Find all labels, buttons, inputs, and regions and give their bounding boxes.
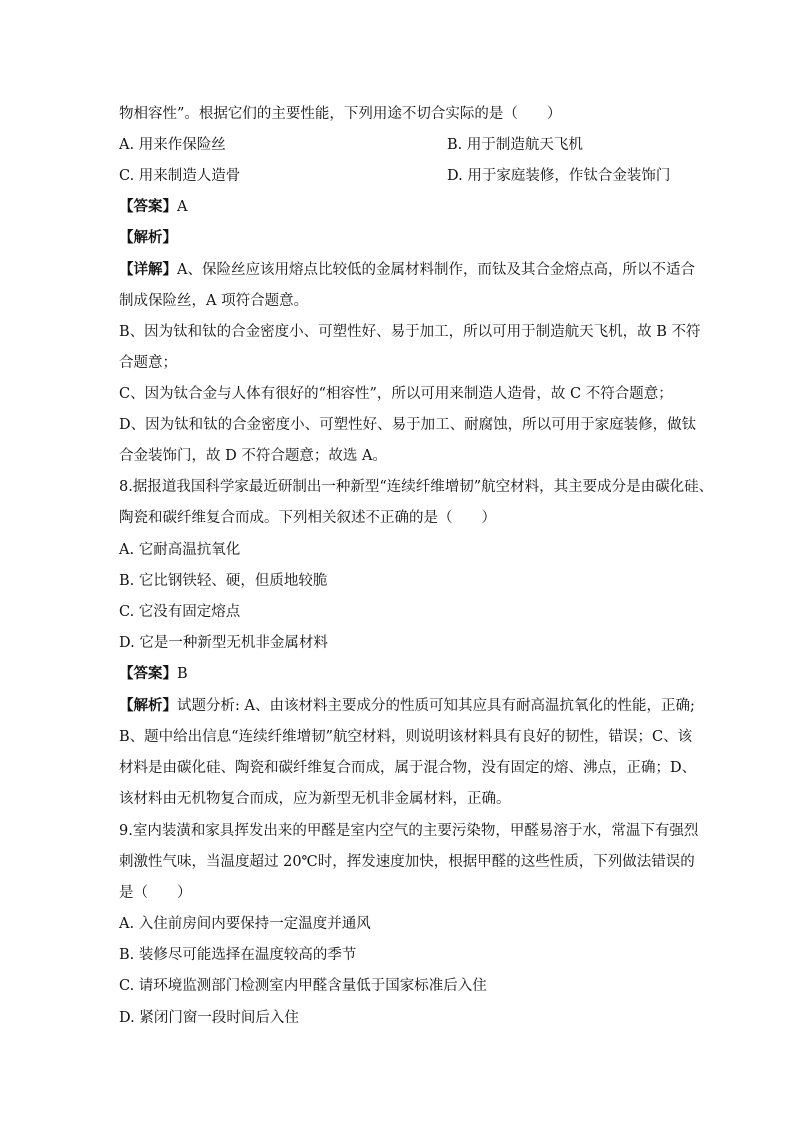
answer-value: A [177, 199, 188, 215]
q7-explanation-line: D、因为钛和钛的合金密度小、可塑性好、易于加工、耐腐蚀，所以可用于家庭装修，做钛 [119, 417, 697, 433]
explanation-text: 试题分析: A、由该材料主要成分的性质可知其应具有耐高温抗氧化的性能，正确; [177, 698, 695, 714]
analysis-tag: 【解析】 [119, 697, 177, 714]
q9-option-b: B. 装修尽可能选择在温度较高的季节 [119, 947, 357, 963]
q8-explanation-line: 材料是由碳化硅、陶瓷和碳纤维复合而成，属于混合物，没有固定的熔、沸点，正确；D、 [119, 760, 697, 776]
q8-explanation-line: 该材料由无机物复合而成，应为新型无机非金属材料，正确。 [119, 791, 511, 807]
q7-explanation-line: 制成保险丝，A 项符合题意。 [119, 293, 309, 309]
q7-explanation-line: 合金装饰门，故 D 不符合题意；故选 A。 [119, 448, 387, 464]
explanation-text: A、保险丝应该用熔点比较低的金属材料制作，而钛及其合金熔点高，所以不适合 [177, 262, 695, 278]
q7-stem: 物相容性”。根据它们的主要性能，下列用途不切合实际的是（ ） [119, 106, 562, 122]
q8-explanation-line: B、题中给出信息“连续纤维增韧”航空材料，则说明该材料具有良好的韧性，错误；C、该 [119, 729, 693, 745]
detail-tag: 【详解】 [119, 261, 177, 278]
q8-option-d: D. 它是一种新型无机非金属材料 [119, 635, 328, 651]
q9-stem-line: 是（ ） [119, 885, 192, 901]
q8-option-a: A. 它耐高温抗氧化 [119, 542, 241, 558]
q8-option-b: B. 它比钢铁轻、硬，但质地较脆 [119, 573, 328, 589]
q7-explanation-line: B、因为钛和钛的合金密度小、可塑性好、易于加工，所以可用于制造航天飞机，故 B 不符 [119, 324, 701, 340]
q7-option-b: B. 用于制造航天飞机 [447, 137, 583, 153]
q7-explanation-line: 合题意； [119, 355, 177, 371]
answer-tag: 【答案】 [119, 198, 177, 215]
answer-tag: 【答案】 [119, 665, 177, 682]
q7-option-d: D. 用于家庭装修，作钛合金装饰门 [447, 168, 671, 184]
q9-stem-line: 刺激性气味，当温度超过 20℃时，挥发速度加快，根据甲醛的这些性质，下列做法错误的 [119, 854, 695, 870]
q9-option-a: A. 入住前房间内要保持一定温度并通风 [119, 916, 371, 932]
q9-option-c: C. 请环境监测部门检测室内甲醛含量低于国家标准后入住 [119, 978, 487, 994]
q7-explanation-line: C、因为钛合金与人体有很好的“相容性”，所以可用来制造人造骨，故 C 不符合题意； [119, 386, 673, 402]
q8-stem-line: 8.据报道我国科学家最近研制出一种新型“连续纤维增韧”航空材料，其主要成分是由碳化硅、 [119, 479, 714, 495]
q7-explanation-line [119, 260, 695, 280]
q8-answer [119, 664, 679, 684]
q7-option-c: C. 用来制造人造骨 [119, 168, 241, 184]
q7-answer [119, 197, 679, 217]
q7-analysis-tag: 【解析】 [119, 229, 177, 246]
q7-option-a: A. 用来作保险丝 [119, 137, 226, 153]
q9-stem-line: 9.室内装潢和家具挥发出来的甲醛是室内空气的主要污染物，甲醛易溶于水，常温下有强烈 [119, 823, 699, 839]
q8-option-c: C. 它没有固定熔点 [119, 604, 241, 620]
q8-explanation-line [119, 696, 695, 716]
answer-value: B [177, 666, 188, 682]
q9-option-d: D. 紧闭门窗一段时间后入住 [119, 1010, 299, 1026]
q8-stem-line: 陶瓷和碳纤维复合而成。下列相关叙述不正确的是（ ） [119, 510, 496, 526]
